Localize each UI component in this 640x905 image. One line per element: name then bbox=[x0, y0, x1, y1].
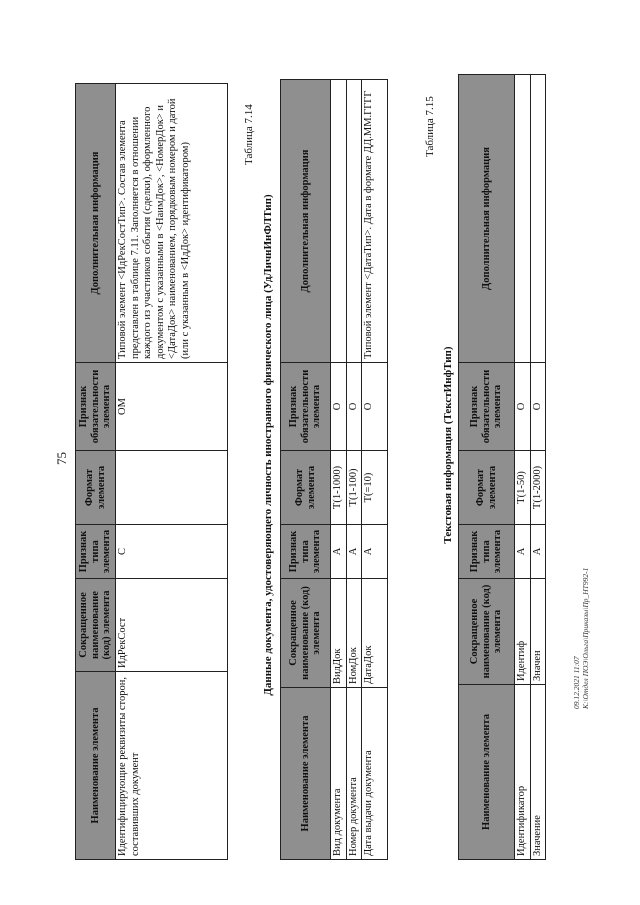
table-header-row bbox=[76, 84, 116, 860]
header-name: Наименование элемента bbox=[281, 688, 331, 860]
table-15-title: Текстовая информация (ТекстИнфТип) bbox=[442, 346, 454, 544]
footer-path-stamp bbox=[572, 568, 590, 709]
header-name: Наименование элемента bbox=[459, 685, 515, 860]
header-code: Сокращенное наименование (код) элемента bbox=[76, 579, 116, 672]
cell-required: О bbox=[331, 363, 347, 451]
cell-required: О bbox=[530, 363, 546, 451]
cell-name: Дата выдачи документа bbox=[362, 688, 388, 860]
header-required: Признак обязательности элемента bbox=[459, 363, 515, 451]
header-code: Сокращенное наименование (код) элемента bbox=[281, 579, 331, 688]
cell-code: Идентиф bbox=[515, 579, 531, 685]
header-info: Дополнительная информация bbox=[459, 75, 515, 363]
cell-type: А bbox=[530, 525, 546, 579]
cell-name: Значение bbox=[530, 685, 546, 860]
header-type: Признак типа элемента bbox=[281, 525, 331, 579]
cell-required: О bbox=[515, 363, 531, 451]
header-format: Формат элемента bbox=[76, 451, 116, 525]
cell-code: ИдРекСост bbox=[116, 579, 228, 672]
cell-type: А bbox=[362, 525, 388, 579]
cell-info bbox=[346, 80, 362, 363]
cell-type: А bbox=[331, 525, 347, 579]
cell-format: Т(=10) bbox=[362, 451, 388, 525]
cell-code: ВидДок bbox=[331, 579, 347, 688]
table-row bbox=[116, 84, 228, 860]
cell-info: Типовой элемент <ДатаТип>. Дата в формате ДД.ММ.ГГГГ bbox=[362, 80, 388, 363]
table-row bbox=[515, 75, 531, 860]
table-15-caption: Таблица 7.15 bbox=[424, 96, 436, 157]
header-required: Признак обязательности элемента bbox=[281, 363, 331, 451]
cell-name: Вид документа bbox=[331, 688, 347, 860]
cell-info: Типовой элемент <ИдРекСостТип>. Состав элемента представлен в таблице 7.11. Заполняется в отношении каждого из участников события (сделки), оформленного документом с указанными в <НаимДок>, <НомерДок> и <ДатаДок> наименованием, порядковым номером и датой (или с указанным в <ИдДок> идентификатором) bbox=[116, 84, 228, 363]
table-15 bbox=[458, 74, 546, 860]
table-row bbox=[346, 80, 362, 860]
cell-name: Идентификатор bbox=[515, 685, 531, 860]
cell-info bbox=[331, 80, 347, 363]
header-info: Дополнительная информация bbox=[281, 80, 331, 363]
cell-required: О bbox=[346, 363, 362, 451]
table-14 bbox=[280, 79, 388, 860]
header-info: Дополнительная информация bbox=[76, 84, 116, 363]
header-name: Наименование элемента bbox=[76, 672, 116, 860]
table-header-row bbox=[459, 75, 515, 860]
header-required: Признак обязательности элемента bbox=[76, 363, 116, 451]
footer-date: 09.12.2021 11:07 bbox=[572, 656, 581, 709]
table-14-caption: Таблица 7.14 bbox=[243, 104, 255, 165]
cell-name: Идентифицирующие реквизиты сторон, составивших документ bbox=[116, 672, 228, 860]
cell-code: Значен bbox=[530, 579, 546, 685]
cell-type: С bbox=[116, 525, 228, 579]
table-row bbox=[530, 75, 546, 860]
footer-path: К:\Отдел ПОЭ\Ольга\Приказы\Пр_НТ992-1 bbox=[581, 567, 590, 709]
cell-format: Т(1-50) bbox=[515, 451, 531, 525]
header-format: Формат элемента bbox=[281, 451, 331, 525]
cell-type: А bbox=[346, 525, 362, 579]
cell-type: А bbox=[515, 525, 531, 579]
table-14-title: Данные документа, удостоверяющего личность иностранного физического лица (УдЛичнИнФЛТип) bbox=[262, 194, 274, 696]
header-format: Формат элемента bbox=[459, 451, 515, 525]
cell-required: ОМ bbox=[116, 363, 228, 451]
header-type: Признак типа элемента bbox=[76, 525, 116, 579]
table-row bbox=[331, 80, 347, 860]
cell-info bbox=[515, 75, 531, 363]
cell-format: Т(1-100) bbox=[346, 451, 362, 525]
header-code: Сокращенное наименование (код) элемента bbox=[459, 579, 515, 685]
table-header-row bbox=[281, 80, 331, 860]
page-number: 75 bbox=[54, 452, 69, 465]
cell-name: Номер документа bbox=[346, 688, 362, 860]
cell-code: НомДок bbox=[346, 579, 362, 688]
cell-info bbox=[530, 75, 546, 363]
cell-code: ДатаДок bbox=[362, 579, 388, 688]
cell-format: Т(1-2000) bbox=[530, 451, 546, 525]
header-type: Признак типа элемента bbox=[459, 525, 515, 579]
cell-format: Т(1-1000) bbox=[331, 451, 347, 525]
cell-required: О bbox=[362, 363, 388, 451]
table-row bbox=[362, 80, 388, 860]
cell-format bbox=[116, 451, 228, 525]
table-continuation bbox=[75, 83, 228, 860]
